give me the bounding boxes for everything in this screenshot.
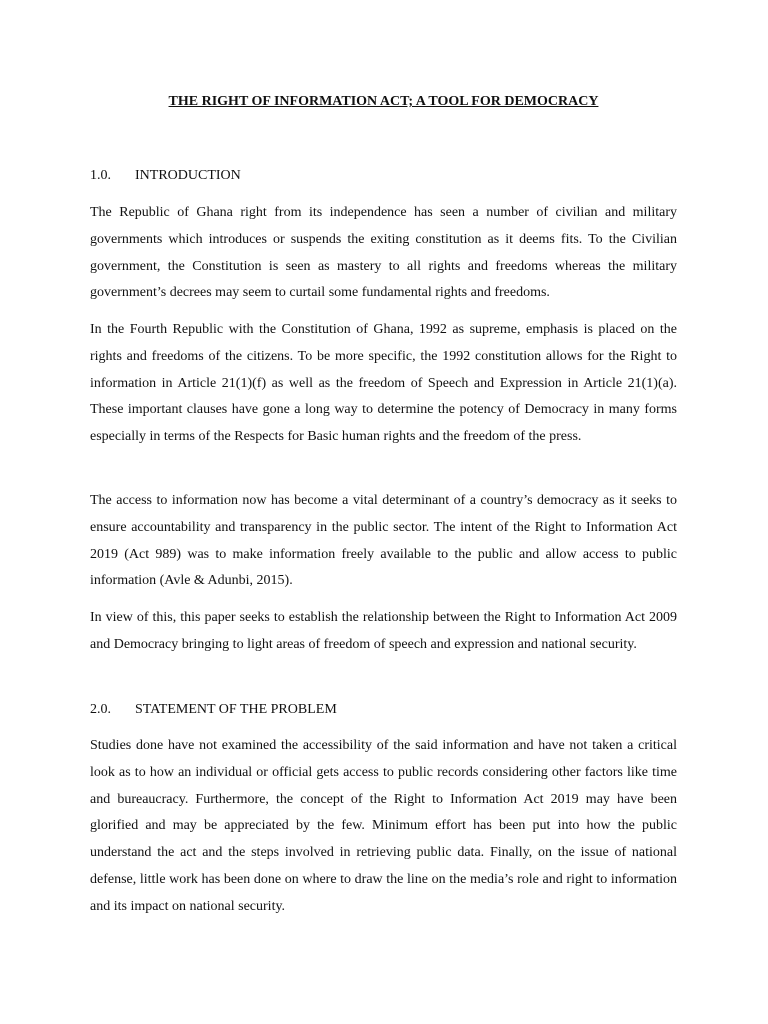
section-heading-statement-of-problem [90, 701, 337, 719]
section-heading-introduction [90, 167, 241, 185]
document-page [90, 0, 677, 1024]
section-number: 2.0. [90, 702, 111, 717]
paragraph: The access to information now has become a vital determinant of a country’s democracy as it seeks to ensure accountability and transparency in the public sector. The intent of the Right to Information Act 2019 (Act 989) was to make information freely available to the public and allow access to public information (Avle & Adunbi, 2015). [90, 493, 677, 589]
paragraph: In view of this, this paper seeks to establish the relationship between the Right to Information Act 2009 and Democracy bringing to light areas of freedom of speech and expression and national security. [90, 610, 677, 652]
document-title: THE RIGHT OF INFORMATION ACT; A TOOL FOR DEMOCRACY [168, 94, 599, 109]
paragraph: Studies done have not examined the accessibility of the said information and have not taken a critical look as to how an individual or official gets access to public records considering other factors like time and bureaucracy. Furthermore, the concept of the Right to Information Act 2019 may have been glorified and may be appreciated by the few. Minimum effort has been put into how the public understand the act and the steps involved in retrieving public data. Finally, on the issue of national defense, little work has been done on where to draw the line on the media’s role and right to information and its impact on national security. [90, 738, 677, 914]
section-number: 1.0. [90, 168, 111, 183]
paragraph: The Republic of Ghana right from its independence has seen a number of civilian and military governments which introduces or suspends the exiting constitution as it deems fits. To the Civilian government, the Constitution is seen as mastery to all rights and freedoms whereas the military government’s decrees may seem to curtail some fundamental rights and freedoms. [90, 205, 677, 301]
section-title: INTRODUCTION [135, 168, 241, 183]
section-title: STATEMENT OF THE PROBLEM [135, 702, 337, 717]
paragraph: In the Fourth Republic with the Constitution of Ghana, 1992 as supreme, emphasis is placed on the rights and freedoms of the citizens. To be more specific, the 1992 constitution allows for the Right to information in Article 21(1)(f) as well as the freedom of Speech and Expression in Article 21(1)(a). These important clauses have gone a long way to determine the potency of Democracy in many forms especially in terms of the Respects for Basic human rights and the freedom of the press. [90, 322, 677, 445]
